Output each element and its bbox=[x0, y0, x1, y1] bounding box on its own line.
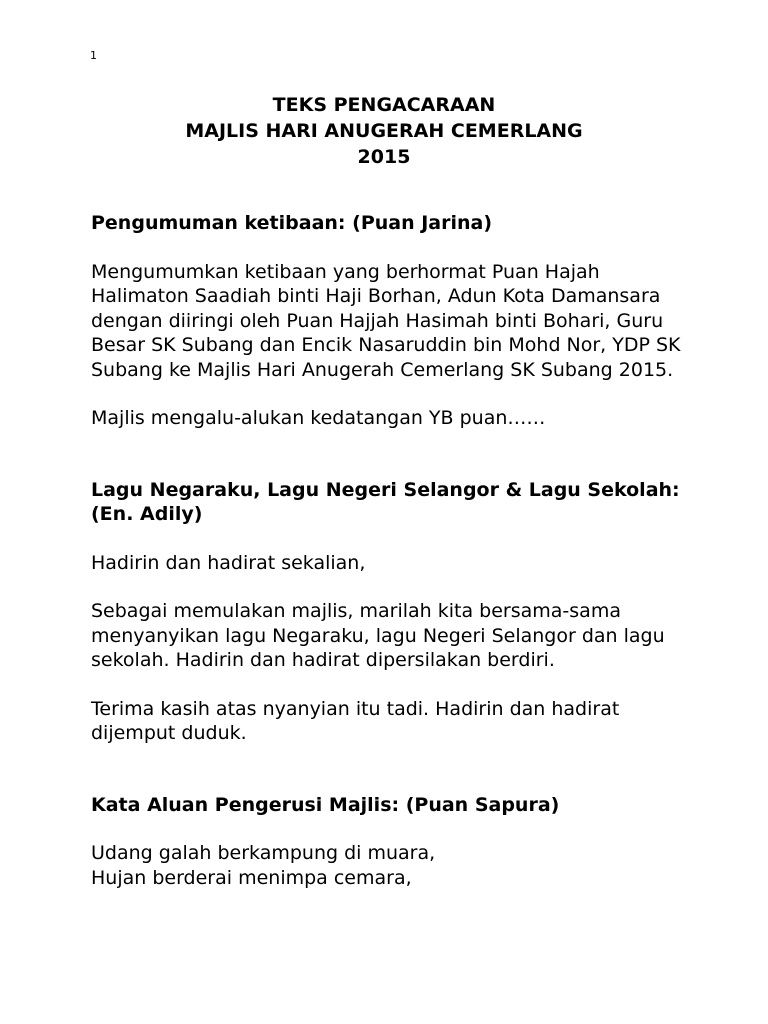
verse-line-1: Udang galah berkampung di muara, bbox=[91, 842, 436, 864]
page-number: 1 bbox=[90, 49, 97, 62]
document-title bbox=[0, 92, 768, 170]
paragraph-anthem-invite: Sebagai memulakan majlis, marilah kita bersama-sama menyanyikan lagu Negaraku, lagu Negeri Selangor dan lagu sekolah. Hadirin dan hadirat dipersilakan berdiri. bbox=[91, 600, 665, 671]
section-heading-arrival: Pengumuman ketibaan: (Puan Jarina) bbox=[91, 212, 493, 234]
section-heading-chair-welcome: Kata Aluan Pengerusi Majlis: (Puan Sapura) bbox=[91, 793, 560, 816]
paragraph-welcome: Majlis mengalu-alukan kedatangan YB puan…… bbox=[91, 407, 546, 429]
paragraph-arrival-announcement: Mengumumkan ketibaan yang berhormat Puan Hajah Halimaton Saadiah binti Haji Borhan, Adun Kota Damansara dengan diiringi oleh Puan Hajjah Hasimah binti Bohari, Guru Besar SK Subang dan Encik Nasaruddin bin Mohd Nor, YDP SK Subang ke Majlis Hari Anugerah Cemerlang SK Subang 2015. bbox=[91, 260, 681, 381]
paragraph-thanks: Terima kasih atas nyanyian itu tadi. Hadirin dan hadirat dijemput duduk. bbox=[91, 697, 620, 744]
document-body bbox=[91, 211, 691, 890]
title-line-3: 2015 bbox=[357, 146, 411, 168]
title-line-1: TEKS PENGACARAAN bbox=[272, 94, 496, 116]
paragraph-greeting: Hadirin dan hadirat sekalian, bbox=[91, 551, 366, 574]
verse-line-2: Hujan berderai menimpa cemara, bbox=[91, 866, 412, 889]
title-line-2: MAJLIS HARI ANUGERAH CEMERLANG bbox=[185, 120, 583, 142]
section-heading-anthems: Lagu Negaraku, Lagu Negeri Selangor & Lagu Sekolah: (En. Adily) bbox=[91, 478, 680, 525]
